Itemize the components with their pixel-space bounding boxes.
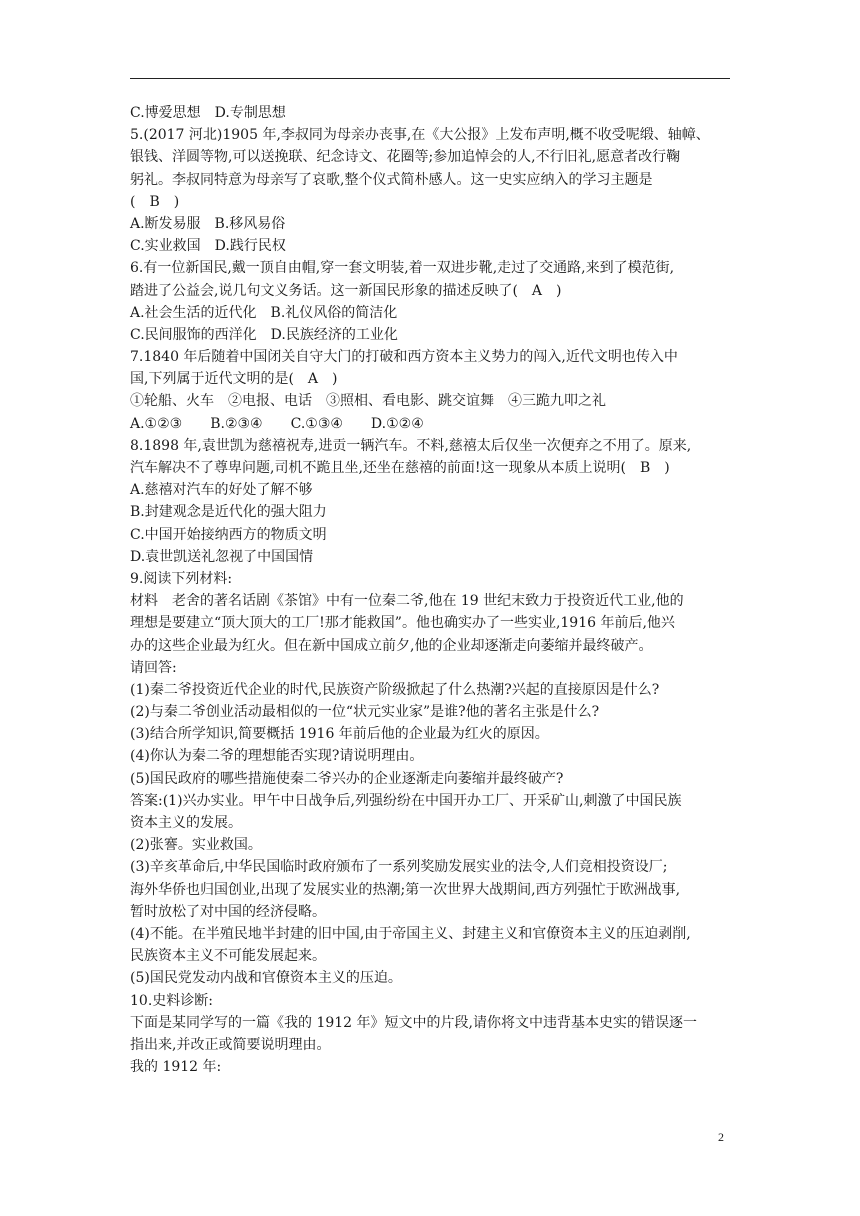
- text-line: (2)张謇。实业救国。: [130, 837, 262, 854]
- text-line: (2)与秦二爷创业活动最相似的一位“状元实业家”是谁?他的著名主张是什么?: [130, 704, 600, 721]
- text-line: 民族资本主义不可能发展起来。: [130, 948, 326, 965]
- text-line: 资本主义的发展。: [130, 815, 242, 831]
- text-line: 海外华侨也归国创业,出现了发展实业的热潮;第一次世界大战期间,西方列强忙于欧洲战事,: [130, 881, 681, 898]
- text-line: 下面是某同学写的一篇《我的 1912 年》短文中的片段,请你将文中违背基本史实的错误逐一: [130, 1014, 697, 1031]
- text-line: ①轮船、火车 ②电报、电话 ③照相、看电影、跳交谊舞 ④三跪九叩之礼: [130, 393, 606, 410]
- text-line: C.博爱思想 D.专制思想: [130, 105, 286, 121]
- text-line: (5)国民党发动内战和官僚资本主义的压迫。: [130, 970, 402, 987]
- text-line: 我的 1912 年:: [130, 1059, 222, 1076]
- text-line: (3)辛亥革命后,中华民国临时政府颁布了一系列奖励发展实业的法令,人们竞相投资设厂;: [130, 859, 668, 876]
- text-line: 材料 老舍的著名话剧《茶馆》中有一位秦二爷,他在 19 世纪末致力于投资近代工业,他的: [130, 593, 684, 610]
- text-line: B.封建观念是近代化的强大阻力: [130, 504, 327, 521]
- text-line: 10.史料诊断:: [130, 992, 213, 1009]
- text-line: (4)你认为秦二爷的理想能否实现?请说明理由。: [130, 748, 424, 765]
- text-line: C.实业救国 D.践行民权: [130, 238, 286, 255]
- page-number: 2: [718, 1130, 724, 1144]
- text-line: (4)不能。在半殖民地半封建的旧中国,由于帝国主义、封建主义和官僚资本主义的压迫剥削,: [130, 925, 691, 942]
- text-line: 躬礼。李叔同特意为母亲写了哀歌,整个仪式简朴感人。这一史实应纳入的学习主题是: [130, 171, 653, 188]
- text-line: A.社会生活的近代化 B.礼仪风俗的简洁化: [130, 304, 398, 321]
- text-line: 暂时放松了对中国的经济侵略。: [130, 903, 326, 920]
- text-line: 理想是要建立“顶大顶大的工厂!那才能救国”。他也确实办了一些实业,1916 年前后,他兴: [130, 615, 675, 632]
- text-line: 指出来,并改正或简要说明理由。: [130, 1036, 331, 1053]
- text-line: 7.1840 年后随着中国闭关自守大门的打破和西方资本主义势力的闯入,近代文明也传入中: [130, 349, 678, 366]
- text-line: 办的这些企业最为红火。但在新中国成立前夕,他的企业却逐渐走向萎缩并最终破产。: [130, 637, 653, 654]
- text-line: C.民间服饰的西洋化 D.民族经济的工业化: [130, 326, 398, 343]
- text-line: 6.有一位新国民,戴一顶自由帽,穿一套文明装,着一双进步靴,走过了交通路,来到了模范街,: [130, 260, 675, 277]
- text-line: D.袁世凯送礼忽视了中国国情: [130, 548, 314, 565]
- text-line: 9.阅读下列材料:: [130, 570, 233, 587]
- text-line: (3)结合所学知识,简要概括 1916 年前后他的企业最为红火的原因。: [130, 726, 549, 743]
- text-line: (1)秦二爷投资近代企业的时代,民族资产阶级掀起了什么热潮?兴起的直接原因是什么?: [130, 681, 660, 698]
- text-line: A.①②③ B.②③④ C.①③④ D.①②④: [130, 415, 424, 432]
- document-body: [130, 102, 732, 1078]
- text-line: A.慈禧对汽车的好处了解不够: [130, 482, 313, 499]
- text-line: 银钱、洋圆等物,可以送挽联、纪念诗文、花圈等;参加追悼会的人,不行旧礼,愿意者改行鞠: [130, 149, 681, 166]
- header-rule: [130, 78, 730, 79]
- text-line: (5)国民政府的哪些措施使秦二爷兴办的企业逐渐走向萎缩并最终破产?: [130, 770, 564, 787]
- text-line: 汽车解决不了尊卑问题,司机不跪且坐,还坐在慈禧的前面!这一现象从本质上说明( B ): [130, 460, 670, 476]
- text-line: C.中国开始接纳西方的物质文明: [130, 526, 327, 543]
- text-line: 国,下列属于近代文明的是( A ): [130, 371, 338, 388]
- text-line: 5.(2017 河北)1905 年,李叔同为母亲办丧事,在《大公报》上发布声明,概不收受呢缎、轴幛、: [130, 127, 710, 144]
- text-line: 8.1898 年,袁世凯为慈禧祝寿,进贡一辆汽车。不料,慈禧太后仅坐一次便弃之不用了。原来,: [130, 437, 692, 454]
- text-line: 踏进了公益会,说几句文义务话。这一新国民形象的描述反映了( A ): [130, 282, 562, 299]
- text-line: A.断发易服 B.移风易俗: [130, 215, 286, 232]
- text-line: 答案:(1)兴办实业。甲午中日战争后,列强纷纷在中国开办工厂、开采矿山,刺激了中国民族: [130, 792, 682, 809]
- text-line: ( B ): [130, 193, 180, 210]
- text-line: 请回答:: [130, 659, 177, 676]
